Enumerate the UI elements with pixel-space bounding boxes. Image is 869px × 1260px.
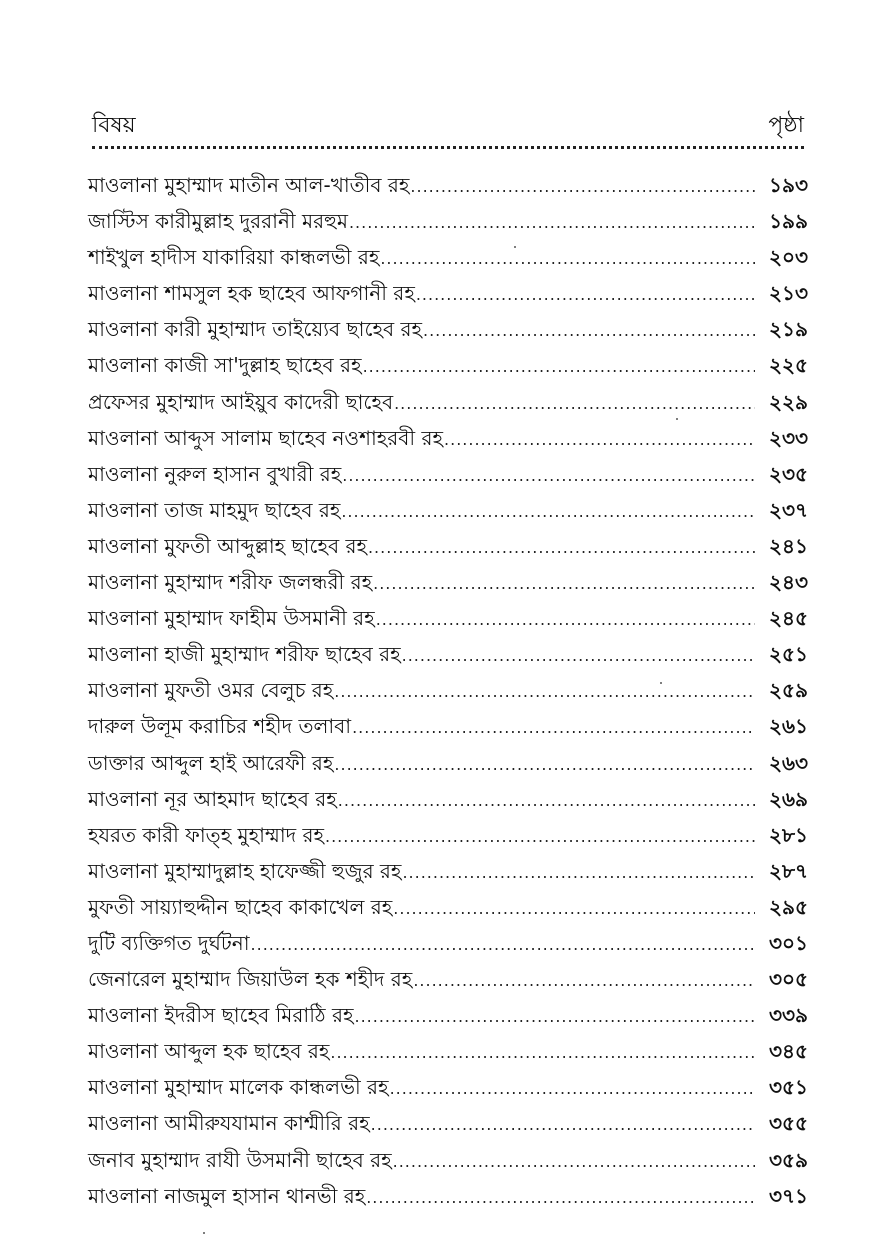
toc-entry-title: মাওলানা মুহাম্মাদ শরীফ জলন্ধরী রহ bbox=[88, 570, 373, 595]
toc-entry-title: মাওলানা মুহাম্মাদ মাতীন আল-খাতীব রহ bbox=[88, 173, 410, 197]
dot-leader bbox=[342, 461, 755, 491]
subject-column-label: বিষয় bbox=[92, 113, 136, 138]
dot-leader bbox=[376, 605, 755, 635]
dot-leader bbox=[380, 244, 755, 274]
toc-entry-page-number: ৩৫৫ bbox=[769, 1111, 808, 1136]
toc-entry-page-number: ২৩৩ bbox=[768, 425, 808, 450]
toc-entry-page-number: ২৪১ bbox=[769, 533, 808, 558]
toc-entry-page-number: ২১৩ bbox=[769, 281, 808, 306]
toc-entry-page-number: ১৯৩ bbox=[769, 173, 808, 197]
toc-entry-page-number: ২৯৫ bbox=[769, 894, 808, 919]
toc-entry-page-number: ২৬৯ bbox=[769, 786, 808, 811]
toc-entry bbox=[88, 639, 808, 675]
print-speck bbox=[676, 418, 678, 420]
page-column-label: পৃষ্ঠা bbox=[768, 113, 804, 138]
dot-leader bbox=[341, 497, 755, 527]
toc-entry-title: প্রফেসর মুহাম্মাদ আইয়ুব কাদেরী ছাহেব bbox=[88, 389, 394, 414]
toc-entry-page-number: ২৬৩ bbox=[768, 750, 808, 775]
toc-entry bbox=[88, 314, 808, 350]
toc-entry-page-number: ৩৩৯ bbox=[769, 1003, 808, 1028]
toc-entry bbox=[88, 1000, 808, 1036]
print-speck bbox=[660, 682, 662, 684]
toc-entry bbox=[88, 1108, 808, 1144]
toc-entry-page-number: ২৪৩ bbox=[769, 570, 808, 595]
toc-entry bbox=[88, 856, 808, 892]
toc-entry-title: মাওলানা নাজমুল হাসান থানভী রহ bbox=[88, 1183, 366, 1208]
toc-entry-title: মাওলানা মুহাম্মাদ ফাহীম উসমানী রহ bbox=[88, 606, 375, 631]
dot-leader bbox=[368, 533, 755, 563]
toc-entry-title: শাইখুল হাদীস যাকারিয়া কান্ধলভী রহ bbox=[88, 245, 380, 270]
toc-entry-title: জনাব মুহাম্মাদ রাযী উসমানী ছাহেব রহ bbox=[88, 1147, 392, 1172]
toc-entry-page-number: ৩০৫ bbox=[769, 967, 808, 992]
toc-entry-title: মাওলানা আব্দুস সালাম ছাহেব নওশাহরবী রহ bbox=[88, 425, 444, 450]
toc-entry-page-number: ২৮৭ bbox=[769, 858, 808, 883]
toc-entry-title: মুফতী সায়্যাহুদ্দীন ছাহেব কাকাখেল রহ bbox=[88, 894, 393, 919]
dot-leader bbox=[444, 425, 755, 455]
toc-entry-page-number: ৩৪৫ bbox=[769, 1039, 808, 1064]
toc-entry bbox=[88, 567, 808, 603]
toc-entry bbox=[88, 964, 808, 1000]
toc-entry bbox=[88, 675, 808, 711]
toc-entry-page-number: ৩০১ bbox=[769, 930, 808, 955]
toc-entry-title: মাওলানা নূর আহমাদ ছাহেব রহ bbox=[88, 786, 337, 811]
toc-entry bbox=[88, 711, 808, 747]
dot-leader bbox=[330, 1038, 755, 1068]
dot-leader bbox=[410, 172, 755, 202]
toc-entry bbox=[88, 1145, 808, 1181]
toc-entry bbox=[88, 170, 808, 206]
toc-entry-page-number: ৩৭১ bbox=[769, 1183, 808, 1208]
dot-leader bbox=[338, 786, 755, 816]
toc-entry-page-number: ২৩৫ bbox=[769, 461, 808, 486]
header-dotted-divider bbox=[92, 146, 804, 149]
toc-list bbox=[88, 170, 808, 1217]
toc-entry bbox=[88, 1036, 808, 1072]
toc-entry-title: মাওলানা মুফতী আব্দুল্লাহ ছাহেব রহ bbox=[88, 533, 367, 558]
toc-entry-title: মাওলানা শামসুল হক ছাহেব আফগানী রহ bbox=[88, 281, 415, 306]
toc-entry bbox=[88, 423, 808, 459]
toc-entry bbox=[88, 531, 808, 567]
dot-leader bbox=[373, 569, 755, 599]
toc-entry-title: দারুল উলূম করাচির শহীদ তলাবা bbox=[88, 714, 352, 739]
toc-entry bbox=[88, 928, 808, 964]
toc-entry bbox=[88, 784, 808, 820]
dot-leader bbox=[416, 280, 755, 310]
toc-entry-title: মাওলানা হাজী মুহাম্মাদ শরীফ ছাহেব রহ bbox=[88, 642, 401, 667]
toc-entry bbox=[88, 1072, 808, 1108]
toc-entry-title: মাওলানা তাজ মাহমুদ ছাহেব রহ bbox=[88, 497, 341, 522]
toc-entry-page-number: ২১৯ bbox=[769, 317, 808, 342]
dot-leader bbox=[325, 822, 755, 852]
toc-entry-title: জেনারেল মুহাম্মাদ জিয়াউল হক শহীদ রহ bbox=[88, 967, 413, 992]
toc-entry bbox=[88, 892, 808, 928]
toc-entry-page-number: ২২৫ bbox=[769, 353, 808, 378]
toc-entry bbox=[88, 495, 808, 531]
dot-leader bbox=[251, 930, 755, 960]
dot-leader bbox=[352, 713, 755, 743]
toc-entry bbox=[88, 278, 808, 314]
toc-entry bbox=[88, 206, 808, 242]
toc-entry-page-number: ২৫১ bbox=[769, 642, 808, 667]
toc-entry-page-number: ২৫৯ bbox=[769, 678, 808, 703]
toc-entry-page-number: ২৬১ bbox=[769, 714, 808, 739]
toc-entry bbox=[88, 459, 808, 495]
toc-entry-title: মাওলানা মুহাম্মাদ মালেক কান্ধলভী রহ bbox=[88, 1075, 389, 1100]
toc-entry bbox=[88, 242, 808, 278]
toc-entry-page-number: ২২৯ bbox=[769, 389, 808, 414]
dot-leader bbox=[393, 1147, 755, 1177]
toc-entry bbox=[88, 350, 808, 386]
dot-leader bbox=[334, 677, 755, 707]
toc-entry bbox=[88, 748, 808, 784]
toc-entry-page-number: ৩৫১ bbox=[769, 1075, 808, 1100]
dot-leader bbox=[393, 894, 755, 924]
toc-entry-page-number: ১৯৯ bbox=[769, 209, 808, 234]
dot-leader bbox=[394, 389, 755, 419]
toc-entry-title: মাওলানা কাজী সা'দুল্লাহ ছাহেব রহ bbox=[88, 353, 362, 378]
dot-leader bbox=[363, 352, 755, 382]
dot-leader bbox=[334, 750, 755, 780]
toc-entry-page-number: ২৩৭ bbox=[768, 497, 808, 522]
toc-entry-title: হযরত কারী ফাত্‌হ মুহাম্মাদ রহ bbox=[88, 822, 324, 847]
toc-entry bbox=[88, 820, 808, 856]
print-speck bbox=[203, 1232, 205, 1234]
toc-entry-page-number: ২৮১ bbox=[769, 822, 808, 847]
dot-leader bbox=[354, 1002, 755, 1032]
toc-entry-page-number: ২০৩ bbox=[768, 245, 808, 270]
toc-entry-page-number: ২৪৫ bbox=[769, 606, 808, 631]
dot-leader bbox=[402, 641, 755, 671]
toc-entry-title: দুটি ব্যক্তিগত দুর্ঘটনা bbox=[88, 930, 250, 955]
toc-entry-title: জাস্টিস কারীমুল্লাহ দুররানী মরহুম bbox=[88, 209, 348, 234]
toc-entry bbox=[88, 603, 808, 639]
toc-entry-title: মাওলানা নুরুল হাসান বুখারী রহ bbox=[88, 461, 342, 486]
dot-leader bbox=[390, 1074, 755, 1104]
dot-leader bbox=[402, 858, 755, 888]
dot-leader bbox=[371, 1110, 755, 1140]
toc-entry-title: মাওলানা মুহাম্মাদুল্লাহ হাফেজ্জী হুজুর রহ bbox=[88, 858, 402, 883]
toc-entry-title: মাওলানা মুফতী ওমর বেলুচ রহ bbox=[88, 678, 334, 703]
dot-leader bbox=[413, 966, 755, 996]
dot-leader bbox=[349, 208, 755, 238]
toc-entry-title: মাওলানা আব্দুল হক ছাহেব রহ bbox=[88, 1039, 330, 1064]
toc-entry-title: মাওলানা ইদরীস ছাহেব মিরাঠি রহ bbox=[88, 1003, 354, 1028]
toc-entry-title: ডাক্তার আব্দুল হাই আরেফী রহ bbox=[88, 750, 334, 775]
print-speck bbox=[514, 246, 516, 248]
dot-leader bbox=[423, 316, 755, 346]
toc-entry-title: মাওলানা কারী মুহাম্মাদ তাইয়্যেব ছাহেব রহ bbox=[88, 317, 422, 342]
toc-entry-page-number: ৩৫৯ bbox=[769, 1147, 808, 1172]
toc-entry bbox=[88, 1181, 808, 1217]
toc-header bbox=[92, 108, 804, 144]
dot-leader bbox=[366, 1183, 755, 1213]
toc-entry-title: মাওলানা আমীরুযযামান কাশ্মীরি রহ bbox=[88, 1111, 370, 1136]
toc-entry bbox=[88, 387, 808, 423]
